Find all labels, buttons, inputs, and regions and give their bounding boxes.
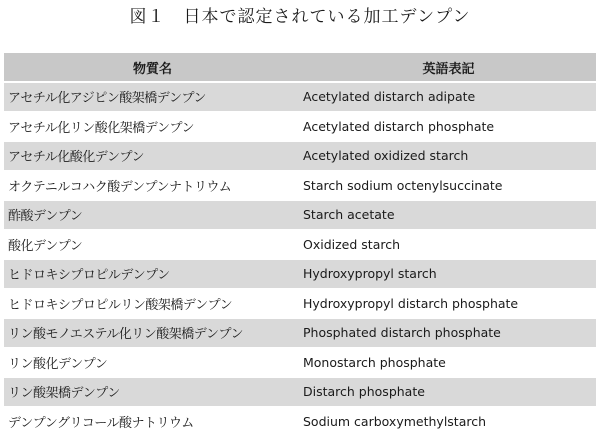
cell-substance-name: リン酸架橋デンプン [4, 378, 301, 406]
starch-table [4, 51, 596, 437]
cell-substance-name: オクテニルコハク酸デンプンナトリウム [4, 172, 301, 200]
header-substance-name: 物質名 [4, 53, 301, 81]
cell-english-name: Distarch phosphate [301, 378, 596, 406]
cell-english-name: Hydroxypropyl starch [301, 260, 596, 288]
table-row [4, 349, 596, 377]
page-title: 図１ 日本で認定されている加工デンプン [129, 7, 471, 27]
cell-english-name: Monostarch phosphate [301, 349, 596, 377]
cell-substance-name: デンプングリコール酸ナトリウム [4, 408, 301, 436]
cell-substance-name: 酢酸デンプン [4, 201, 301, 229]
table-row [4, 201, 596, 229]
cell-substance-name: アセチル化リン酸化架橋デンプン [4, 113, 301, 141]
table-body [4, 83, 596, 435]
cell-english-name: Acetylated oxidized starch [301, 142, 596, 170]
cell-substance-name: ヒドロキシプロピルデンプン [4, 260, 301, 288]
cell-substance-name: ヒドロキシプロピルリン酸架橋デンプン [4, 290, 301, 318]
cell-english-name: Starch acetate [301, 201, 596, 229]
table-row [4, 83, 596, 111]
table-row [4, 142, 596, 170]
cell-english-name: Acetylated distarch phosphate [301, 113, 596, 141]
cell-substance-name: アセチル化アジピン酸架橋デンプン [4, 83, 301, 111]
cell-substance-name: 酸化デンプン [4, 231, 301, 259]
cell-english-name: Acetylated distarch adipate [301, 83, 596, 111]
table-row [4, 260, 596, 288]
starch-table-container [4, 51, 596, 437]
table-row [4, 113, 596, 141]
table-header-row [4, 53, 596, 81]
table-row [4, 319, 596, 347]
cell-english-name: Sodium carboxymethylstarch [301, 408, 596, 436]
table-row [4, 172, 596, 200]
table-row [4, 408, 596, 436]
cell-english-name: Phosphated distarch phosphate [301, 319, 596, 347]
cell-substance-name: リン酸化デンプン [4, 349, 301, 377]
cell-english-name: Oxidized starch [301, 231, 596, 259]
table-row [4, 231, 596, 259]
cell-substance-name: リン酸モノエステル化リン酸架橋デンプン [4, 319, 301, 347]
cell-english-name: Hydroxypropyl distarch phosphate [301, 290, 596, 318]
cell-substance-name: アセチル化酸化デンプン [4, 142, 301, 170]
table-row [4, 290, 596, 318]
cell-english-name: Starch sodium octenylsuccinate [301, 172, 596, 200]
header-english-name: 英語表記 [301, 53, 596, 81]
table-row [4, 378, 596, 406]
